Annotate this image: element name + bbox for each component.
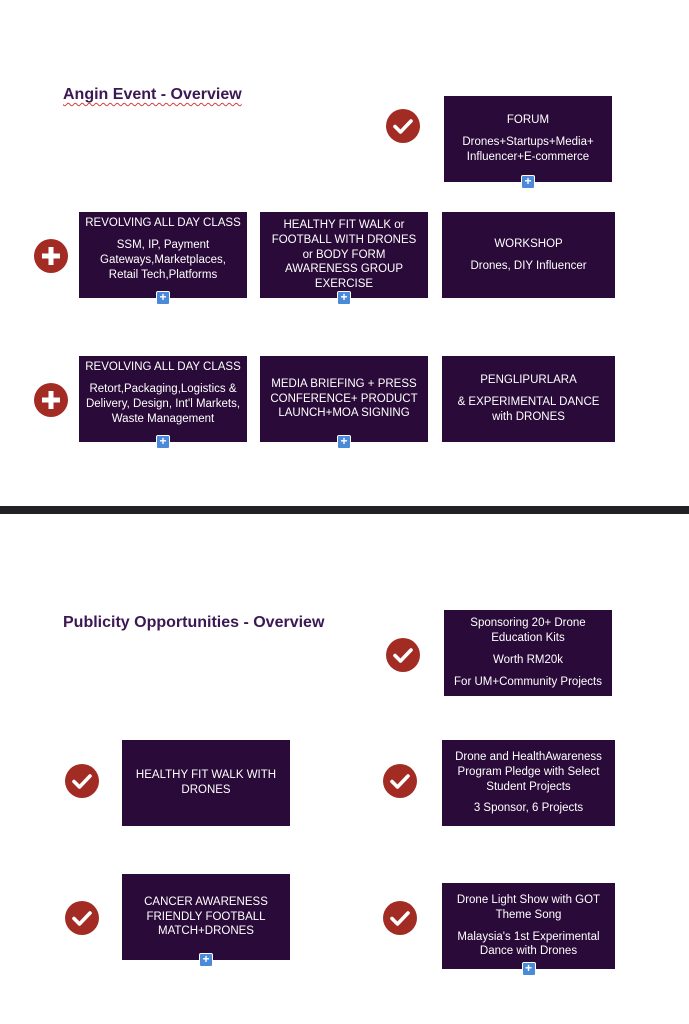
add-square-icon[interactable]: + [337, 291, 351, 305]
box-text: HEALTHY FIT WALK WITH DRONES [135, 769, 277, 796]
box-detail: SSM, IP, Payment Gateways,Marketplaces, Retail Tech,Platforms [100, 238, 226, 281]
box-heading: WORKSHOP [494, 237, 563, 250]
add-square-icon[interactable]: + [199, 953, 213, 967]
check-circle-icon [65, 901, 99, 935]
add-square-icon[interactable]: + [156, 291, 170, 305]
check-circle-icon [383, 764, 417, 798]
add-square-icon[interactable]: + [521, 175, 535, 189]
media-briefing-box[interactable] [260, 356, 428, 448]
workshop-box[interactable] [442, 212, 615, 298]
box-detail: For UM+Community Projects [454, 675, 602, 688]
cancer-awareness-box[interactable] [122, 874, 290, 966]
slide-title: Publicity Opportunities - Overview [63, 614, 325, 631]
box-detail: & EXPERIMENTAL DANCE with DRONES [457, 396, 600, 423]
check-circle-icon [383, 901, 417, 935]
box-heading: PENGLIPURLARA [480, 374, 577, 387]
slide-angin-event-overview [0, 0, 689, 506]
healthy-fit-walk-box[interactable] [260, 212, 428, 304]
box-heading: REVOLVING ALL DAY CLASS [85, 217, 241, 229]
slide-title: Angin Event - Overview [63, 86, 242, 103]
box-heading: Sponsoring 20+ Drone Education Kits [470, 617, 586, 645]
box-text: CANCER AWARENESS FRIENDLY FOOTBALL MATCH+DRONES [144, 895, 268, 938]
check-circle-icon [386, 109, 420, 143]
slide-divider [0, 506, 689, 514]
box-heading: Drone and HealthAwareness Program Pledge with Select Student Projects [455, 750, 602, 793]
check-circle-icon [65, 764, 99, 798]
add-square-icon[interactable]: + [156, 435, 170, 449]
box-heading: Drone Light Show with GOT Theme Song [456, 893, 601, 921]
check-circle-icon [386, 638, 420, 672]
pledge-box[interactable] [442, 740, 615, 826]
penglipurlara-box[interactable] [442, 356, 615, 442]
box-detail: Retort,Packaging,Logistics & Delivery, Design, Int'l Markets, Waste Management [85, 382, 241, 425]
box-detail: Malaysia's 1st Experimental Dance with Drones [457, 930, 600, 958]
fit-walk-drones-box[interactable] [122, 740, 290, 826]
add-square-icon[interactable]: + [522, 962, 536, 976]
box-detail: 3 Sponsor, 6 Projects [473, 802, 584, 815]
box-detail: Drones, DIY Influencer [470, 259, 587, 272]
revolving-class-box-2[interactable] [79, 356, 247, 448]
box-text: HEALTHY FIT WALK or FOOTBALL WITH DRONES or BODY FORM AWARENESS GROUP EXERCISE [271, 218, 417, 291]
forum-title: FORUM [506, 114, 550, 127]
forum-detail: Drones+Startups+Media+ Influencer+E-commerce [462, 136, 594, 163]
box-detail: Worth RM20k [492, 654, 564, 666]
slide-publicity-opportunities [0, 514, 689, 1024]
forum-box[interactable] [444, 96, 612, 188]
plus-circle-icon[interactable] [34, 383, 68, 417]
add-square-icon[interactable]: + [337, 435, 351, 449]
plus-circle-icon[interactable] [34, 239, 68, 273]
light-show-box[interactable] [442, 883, 615, 975]
revolving-class-box-1[interactable] [79, 212, 247, 304]
box-text: MEDIA BRIEFING + PRESS CONFERENCE+ PRODUCT LAUNCH+MOA SIGNING [270, 377, 418, 420]
sponsor-kits-box[interactable] [444, 610, 612, 696]
box-heading: REVOLVING ALL DAY CLASS [85, 361, 241, 373]
